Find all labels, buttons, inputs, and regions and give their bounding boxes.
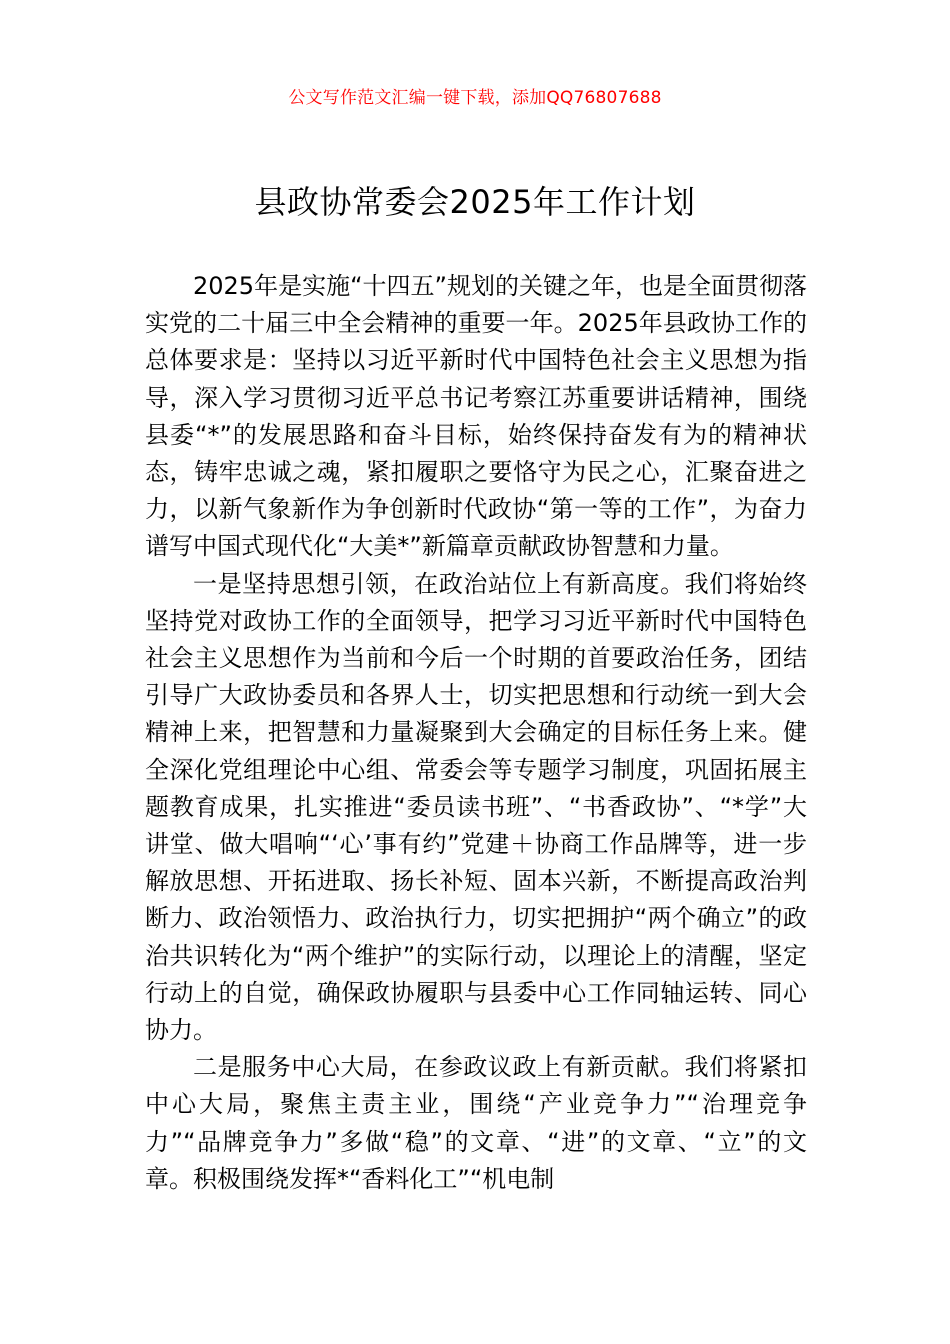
- download-promo-note: 公文写作范文汇编一键下载，添加QQ76807688: [288, 88, 662, 108]
- body-paragraph-second-point: 二是服务中心大局，在参政议政上有新贡献。我们将紧扣中心大局，聚焦主责主业，围绕“产业竞争力”“治理竞争力”“品牌竞争力”多做“稳”的文章、“进”的文章、“立”的文章。积极围绕发挥*“香料化工”“机电制: [145, 1053, 807, 1193]
- body-paragraph-first-point: 一是坚持思想引领，在政治站位上有新高度。我们将始终坚持党对政协工作的全面领导，把学习习近平新时代中国特色社会主义思想作为当前和今后一个时期的首要政治任务，团结引导广大政协委员和各界人士，切实把思想和行动统一到大会精神上来，把智慧和力量凝聚到大会确定的目标任务上来。健全深化党组理论中心组、常委会等专题学习制度，巩固拓展主题教育成果，扎实推进“委员读书班”、“书香政协”、“*学”大讲堂、做大唱响“‘心’事有约”党建＋协商工作品牌等，进一步解放思想、开拓进取、扬长补短、固本兴新，不断提高政治判断力、政治领悟力、政治执行力，切实把拥护“两个确立”的政治共识转化为“两个维护”的实际行动，以理论上的清醒，坚定行动上的自觉，确保政协履职与县委中心工作同轴运转、同心协力。: [145, 569, 807, 1045]
- document-body: [145, 268, 807, 1198]
- body-paragraph-intro: 2025年是实施“十四五”规划的关键之年，也是全面贯彻落实党的二十届三中全会精神的重要一年。2025年县政协工作的总体要求是：坚持以习近平新时代中国特色社会主义思想为指导，深入学习贯彻习近平总书记考察江苏重要讲话精神，围绕县委“*”的发展思路和奋斗目标，始终保持奋发有为的精神状态，铸牢忠诚之魂，紧扣履职之要恪守为民之心，汇聚奋进之力，以新气象新作为争创新时代政协“第一等的工作”，为奋力谱写中国式现代化“大美*”新篇章贡献政协智慧和力量。: [145, 272, 807, 561]
- document-title: 县政协常委会2025年工作计划: [254, 183, 696, 221]
